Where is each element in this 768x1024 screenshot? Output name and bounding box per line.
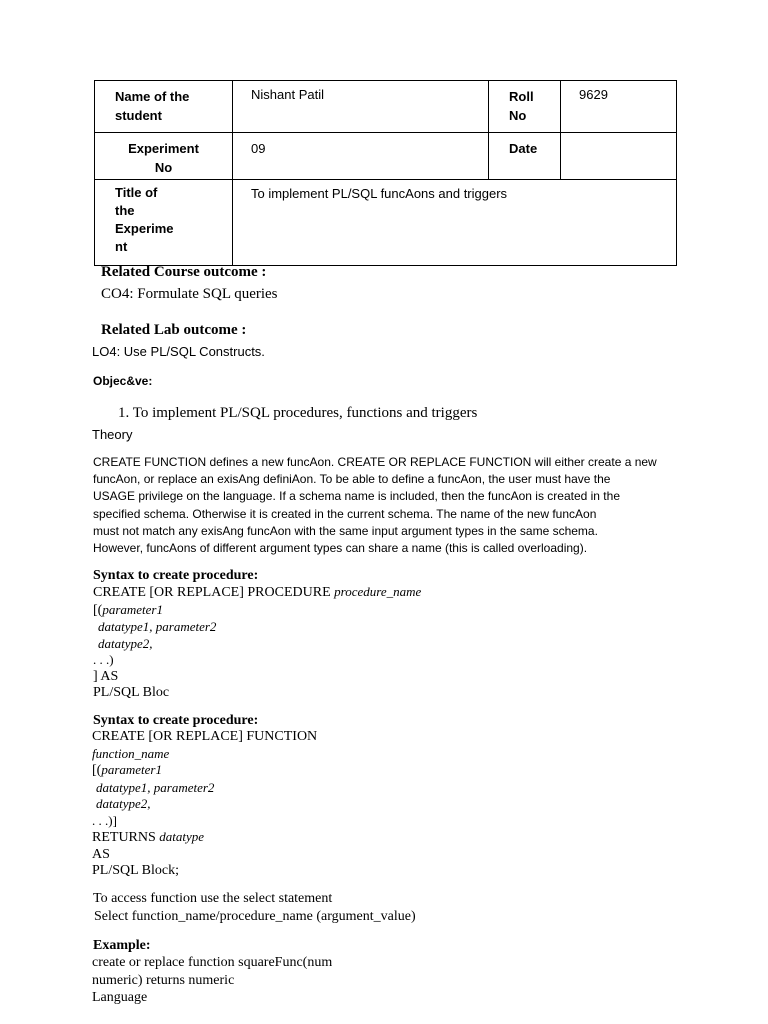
syntax-line [93, 584, 421, 602]
example-line: numeric) returns numeric [92, 972, 235, 988]
example-line: create or replace function squareFunc(num [92, 955, 333, 970]
experiment-value-cell [233, 133, 489, 180]
syntax-procedure-block [93, 584, 421, 702]
theory-heading: Theory [92, 427, 133, 442]
syntax-line [92, 762, 317, 780]
experiment-value: 09 [251, 141, 266, 156]
syntax-function-heading: Syntax to create procedure: [93, 713, 259, 728]
course-outcome-text: CO4: Formulate SQL queries [101, 286, 278, 302]
student-info-table [94, 80, 677, 266]
theory-line: USAGE privilege on the language. If a schema name is included, then the funcAon is created in the [93, 489, 620, 504]
theory-line: CREATE FUNCTION defines a new funcAon. CREATE OR REPLACE FUNCTION will either create a new [93, 455, 657, 469]
syntax-line: . . .)] [92, 812, 117, 828]
title-label-line: nt [115, 239, 128, 254]
syntax-line [93, 602, 421, 620]
syntax-line: AS [92, 846, 110, 862]
access-line: To access function use the select statement [93, 891, 333, 906]
lab-outcome-heading: Related Lab outcome : [101, 322, 247, 338]
procedure-name-placeholder: procedure_name [334, 584, 422, 599]
title-value: To implement PL/SQL funcAons and triggers [251, 186, 508, 201]
syntax-line: datatype1, parameter2 [98, 619, 217, 634]
theory-line: funcAon, or replace an exisAng definiAon. To be able to define a funcAon, the user must have the [93, 472, 611, 487]
syntax-line: datatype1, parameter2 [96, 779, 215, 795]
roll-label: Roll No [509, 89, 534, 123]
syntax-text: [( [93, 602, 103, 618]
theory-line: must not match any exisAng funcAon with the same input argument types in the same schema. [93, 523, 598, 538]
course-outcome-heading: Related Course outcome : [101, 264, 267, 280]
name-value-cell [233, 81, 489, 133]
returns-datatype: datatype [159, 829, 205, 844]
syntax-text: CREATE [OR REPLACE] PROCEDURE [93, 585, 335, 600]
lab-outcome-text: LO4: Use PL/SQL Constructs. [92, 344, 265, 359]
name-value: Nishant Patil [251, 87, 324, 102]
syntax-function-block [92, 729, 317, 880]
title-label-line: the [115, 203, 135, 218]
roll-value-cell [561, 81, 677, 133]
title-label-cell [95, 180, 233, 266]
objective-item: 1. To implement PL/SQL procedures, functions and triggers [118, 405, 478, 421]
title-label-line: Experime [115, 221, 174, 236]
example-line: Language [92, 990, 148, 1005]
roll-label-cell [489, 81, 561, 133]
theory-paragraph [93, 454, 657, 557]
syntax-line: PL/SQL Bloc [93, 685, 170, 700]
syntax-line [92, 829, 317, 847]
example-heading: Example: [93, 938, 151, 953]
experiment-label-cell [95, 133, 233, 180]
objective-heading: Objec&ve: [93, 374, 153, 388]
table-row [95, 81, 677, 133]
example-code [92, 955, 332, 1007]
name-label: Name of the student [115, 89, 190, 123]
syntax-line: PL/SQL Block; [92, 863, 179, 878]
date-label-cell [489, 133, 561, 180]
date-value [561, 133, 676, 139]
syntax-text: [( [92, 763, 102, 778]
syntax-line: ] AS [93, 668, 119, 684]
syntax-text: RETURNS [92, 830, 160, 845]
access-block [93, 891, 416, 925]
syntax-line: CREATE [OR REPLACE] FUNCTION [92, 729, 318, 744]
theory-line: specified schema. Otherwise it is created in the current schema. The name of the new funcAon [93, 506, 597, 521]
syntax-procedure-heading: Syntax to create procedure: [93, 568, 259, 583]
access-line: Select function_name/procedure_name (argument_value) [94, 908, 416, 924]
date-value-cell [561, 133, 677, 180]
table-row [95, 133, 677, 180]
title-label [95, 180, 232, 256]
roll-value: 9629 [579, 87, 608, 102]
syntax-param: parameter1 [101, 762, 162, 777]
title-label-line: Title of [115, 185, 158, 200]
syntax-line: datatype2, [96, 796, 151, 811]
date-label: Date [509, 141, 538, 156]
title-value-cell [233, 180, 677, 266]
syntax-line: . . .) [93, 652, 114, 667]
theory-line: However, funcAons of different argument types can share a name (this is called overloading). [93, 541, 588, 556]
experiment-label: Experiment No [128, 141, 199, 175]
syntax-line: datatype2, [98, 635, 153, 651]
syntax-param: parameter1 [102, 601, 163, 617]
table-row [95, 180, 677, 266]
function-name-placeholder: function_name [92, 745, 170, 761]
name-label-cell [95, 81, 233, 133]
